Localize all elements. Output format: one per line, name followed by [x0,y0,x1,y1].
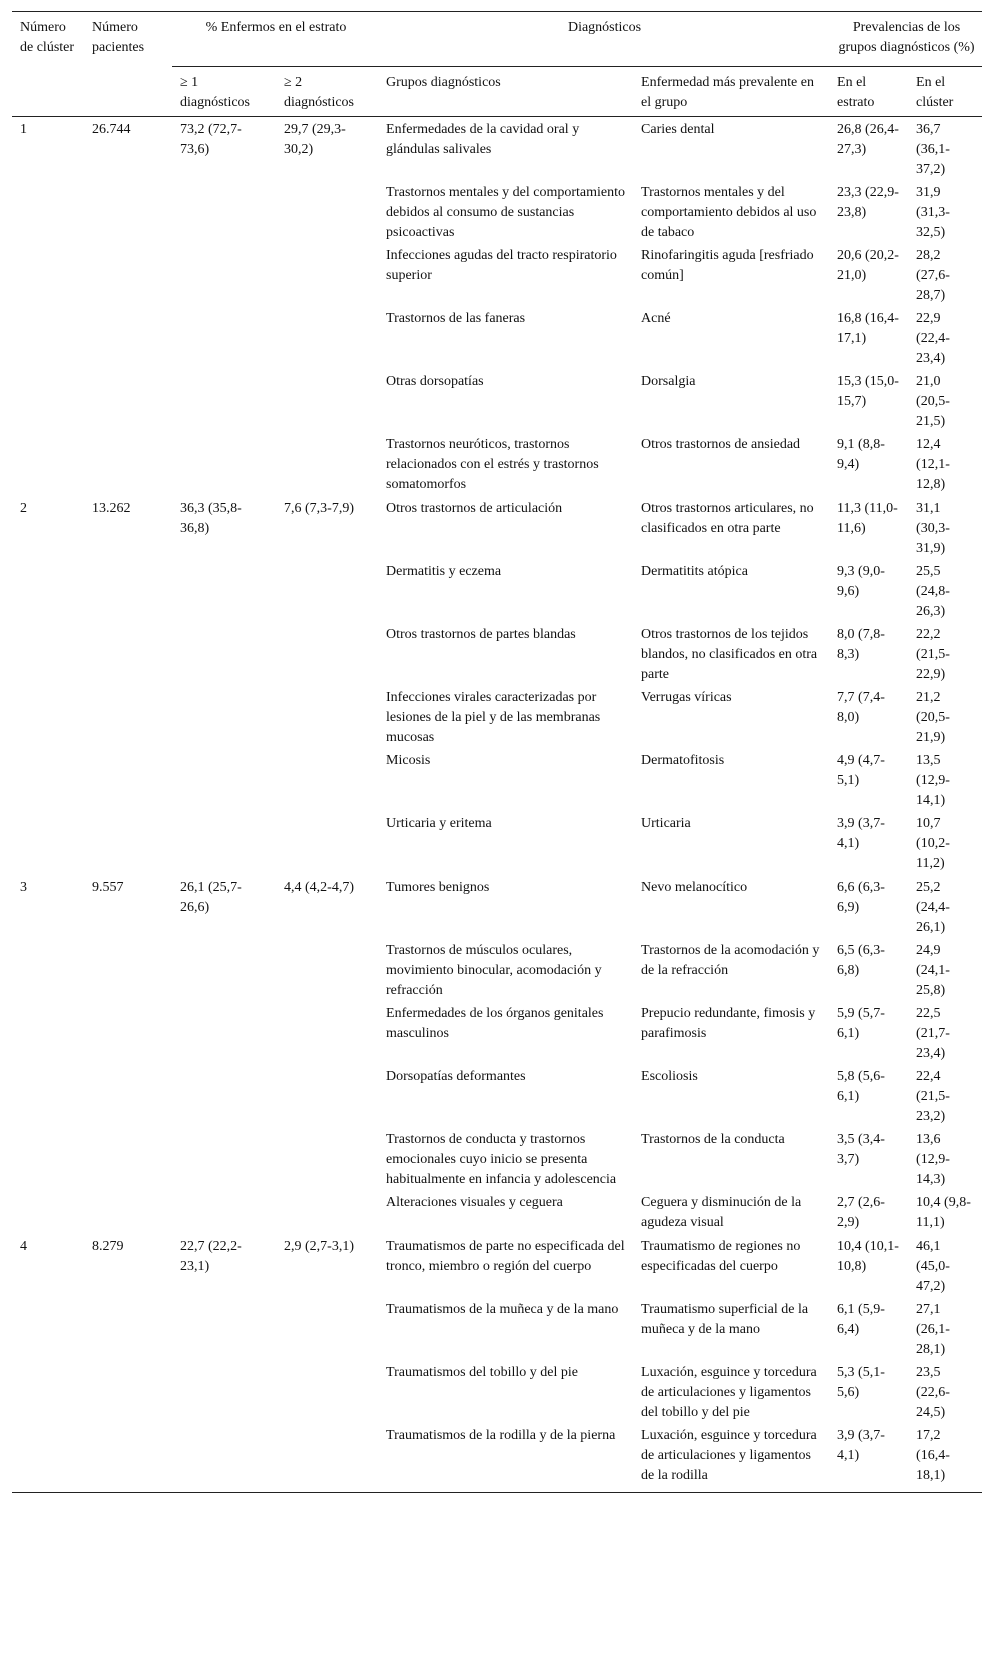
header-ge1: ≥ 1 diagnósticos [172,67,276,117]
header-diagnosticos: Diagnósticos [378,12,829,67]
prevalence-stratum: 6,1 (5,9-6,4) [837,1302,885,1337]
header-en-estrato: En el estrato [829,67,908,117]
prevalence-stratum: 3,5 (3,4-3,7) [837,1132,885,1167]
most-prevalent-disease: Acné [641,311,671,326]
diagnostic-group: Traumatismos del tobillo y del pie [386,1365,578,1380]
pct-ge2-diagnoses: 2,9 (2,7-3,1) [276,1234,378,1493]
header-grupos: Grupos diagnósticos [378,67,633,117]
prevalence-stratum: 4,9 (4,7-5,1) [837,753,885,788]
prevalence-cluster: 22,4 (21,5-23,2) [916,1069,950,1124]
most-prevalent-disease: Verrugas víricas [641,690,732,705]
prevalence-cluster: 46,1 (45,0-47,2) [916,1239,950,1294]
most-prevalent-disease: Caries dental [641,122,715,137]
table-row [12,117,982,182]
diagnostic-group: Traumatismos de la muñeca y de la mano [386,1302,619,1317]
prevalence-stratum: 6,6 (6,3-6,9) [837,880,885,915]
patient-count: 13.262 [92,501,131,516]
prevalence-stratum: 23,3 (22,9-23,8) [837,185,899,220]
header-prevalencias: Prevalencias de los grupos diagnósticos (%) [829,12,982,67]
prevalence-cluster: 31,9 (31,3-32,5) [916,185,950,240]
prevalence-cluster: 22,5 (21,7-23,4) [916,1006,950,1061]
patient-count: 26.744 [92,122,131,137]
cluster-number: 3 [20,880,27,895]
diagnostic-group: Dorsopatías deformantes [386,1069,526,1084]
prevalence-stratum: 26,8 (26,4-27,3) [837,122,899,157]
most-prevalent-disease: Trastornos de la conducta [641,1132,785,1147]
header-enfermedad: Enfermedad más prevalente en el grupo [633,67,829,117]
prevalence-stratum: 16,8 (16,4-17,1) [837,311,899,346]
prevalence-cluster: 22,9 (22,4-23,4) [916,311,950,366]
prevalence-cluster: 22,2 (21,5-22,9) [916,627,950,682]
prevalence-cluster: 17,2 (16,4-18,1) [908,1424,982,1493]
most-prevalent-disease: Luxación, esguince y torcedura de articulaciones y ligamentos de la rodilla [633,1424,829,1493]
prevalence-cluster: 31,1 (30,3-31,9) [916,501,950,556]
table-row [12,496,982,560]
pct-ge2-diagnoses: 29,7 (29,3-30,2) [284,122,346,157]
header-pct-enfermos: % Enfermos en el estrato [172,12,378,67]
diagnostic-group: Enfermedades de la cavidad oral y glándulas salivales [386,122,580,157]
diagnostic-group: Otros trastornos de articulación [386,501,563,516]
most-prevalent-disease: Ceguera y disminución de la agudeza visual [641,1195,802,1230]
prevalence-stratum: 5,8 (5,6-6,1) [837,1069,885,1104]
diagnostic-group: Trastornos neuróticos, trastornos relacionados con el estrés y trastornos somatomorfos [386,437,599,492]
prevalence-cluster: 13,6 (12,9-14,3) [916,1132,950,1187]
pct-ge1-diagnoses: 22,7 (22,2-23,1) [172,1234,276,1493]
prevalence-stratum: 11,3 (11,0-11,6) [837,501,898,536]
prevalence-stratum: 15,3 (15,0-15,7) [837,374,899,409]
patient-count: 9.557 [92,880,124,895]
diagnostic-group: Urticaria y eritema [386,816,492,831]
prevalence-stratum: 5,3 (5,1-5,6) [837,1365,885,1400]
header-numero-cluster: Número de clúster [12,12,84,117]
prevalence-stratum: 10,4 (10,1-10,8) [837,1239,899,1274]
prevalence-stratum: 9,3 (9,0-9,6) [837,564,885,599]
diagnostic-group: Otras dorsopatías [386,374,484,389]
prevalence-cluster: 21,2 (20,5-21,9) [916,690,950,745]
most-prevalent-disease: Rinofaringitis aguda [resfriado común] [641,248,814,283]
prevalence-cluster: 25,5 (24,8-26,3) [916,564,950,619]
diagnostic-group: Trastornos de las faneras [386,311,526,326]
header-numero-pacientes: Número pacientes [84,12,172,117]
most-prevalent-disease: Nevo melanocítico [641,880,748,895]
most-prevalent-disease: Trastornos de la acomodación y de la refracción [641,943,820,978]
prevalence-stratum: 2,7 (2,6-2,9) [837,1195,885,1230]
most-prevalent-disease: Escoliosis [641,1069,698,1084]
prevalence-stratum: 20,6 (20,2-21,0) [837,248,899,283]
diagnostic-group: Trastornos mentales y del comportamiento debidos al consumo de sustancias psicoactivas [386,185,626,240]
prevalence-cluster: 25,2 (24,4-26,1) [916,880,950,935]
most-prevalent-disease: Otros trastornos de los tejidos blandos, no clasificados en otra parte [641,627,818,682]
most-prevalent-disease: Luxación, esguince y torcedura de articulaciones y ligamentos del tobillo y del pie [641,1365,817,1420]
most-prevalent-disease: Otros trastornos articulares, no clasificados en otra parte [641,501,814,536]
most-prevalent-disease: Dermatofitosis [641,753,725,768]
diagnostic-group: Traumatismos de la rodilla y de la pierna [378,1424,633,1493]
diagnostic-group: Otros trastornos de partes blandas [386,627,576,642]
patient-count: 8.279 [84,1234,172,1493]
prevalence-stratum: 7,7 (7,4-8,0) [837,690,885,725]
table-body [12,117,982,1493]
diagnostic-group: Trastornos de músculos oculares, movimiento binocular, acomodación y refracción [386,943,602,998]
pct-ge1-diagnoses: 26,1 (25,7-26,6) [180,880,242,915]
header-en-cluster: En el clúster [908,67,982,117]
most-prevalent-disease: Dermatitits atópica [641,564,748,579]
most-prevalent-disease: Traumatismo superficial de la muñeca y de la mano [641,1302,809,1337]
prevalence-cluster: 21,0 (20,5-21,5) [916,374,950,429]
most-prevalent-disease: Urticaria [641,816,691,831]
table-row [12,875,982,939]
diagnostic-group: Tumores benignos [386,880,490,895]
diagnostic-group: Dermatitis y eczema [386,564,502,579]
prevalence-cluster: 24,9 (24,1-25,8) [916,943,950,998]
header-ge2: ≥ 2 diagnósticos [276,67,378,117]
pct-ge2-diagnoses: 4,4 (4,2-4,7) [284,880,354,895]
diagnostic-group: Infecciones agudas del tracto respiratorio superior [386,248,617,283]
diagnostic-group: Alteraciones visuales y ceguera [386,1195,563,1210]
prevalence-cluster: 12,4 (12,1-12,8) [916,437,950,492]
prevalence-cluster: 36,7 (36,1-37,2) [916,122,950,177]
diagnosis-clusters-table [12,11,982,1493]
prevalence-stratum: 8,0 (7,8-8,3) [837,627,885,662]
diagnostic-group: Micosis [386,753,431,768]
diagnostic-group: Infecciones virales caracterizadas por lesiones de la piel y de las membranas mucosas [386,690,601,745]
cluster-number: 4 [12,1234,84,1493]
prevalence-cluster: 23,5 (22,6-24,5) [916,1365,950,1420]
most-prevalent-disease: Traumatismo de regiones no especificadas del cuerpo [641,1239,801,1274]
pct-ge1-diagnoses: 73,2 (72,7-73,6) [180,122,242,157]
prevalence-stratum: 3,9 (3,7-4,1) [837,816,885,851]
pct-ge2-diagnoses: 7,6 (7,3-7,9) [284,501,354,516]
cluster-number: 1 [20,122,27,137]
prevalence-cluster: 13,5 (12,9-14,1) [916,753,950,808]
most-prevalent-disease: Otros trastornos de ansiedad [641,437,801,452]
pct-ge1-diagnoses: 36,3 (35,8-36,8) [180,501,242,536]
diagnostic-group: Trastornos de conducta y trastornos emocionales cuyo inicio se presenta habitualmente en infancia y adolescencia [386,1132,617,1187]
prevalence-stratum: 6,5 (6,3-6,8) [837,943,885,978]
prevalence-cluster: 10,7 (10,2-11,2) [916,816,950,871]
table-row [12,1234,982,1298]
prevalence-cluster: 10,4 (9,8-11,1) [916,1195,971,1230]
most-prevalent-disease: Prepucio redundante, fimosis y parafimosis [641,1006,816,1041]
most-prevalent-disease: Trastornos mentales y del comportamiento debidos al uso de tabaco [641,185,817,240]
cluster-number: 2 [20,501,27,516]
most-prevalent-disease: Dorsalgia [641,374,696,389]
prevalence-stratum: 9,1 (8,8-9,4) [837,437,885,472]
prevalence-stratum: 5,9 (5,7-6,1) [837,1006,885,1041]
prevalence-cluster: 27,1 (26,1-28,1) [916,1302,950,1357]
prevalence-stratum: 3,9 (3,7-4,1) [829,1424,908,1493]
diagnostic-group: Enfermedades de los órganos genitales masculinos [386,1006,604,1041]
diagnostic-group: Traumatismos de parte no especificada del tronco, miembro o región del cuerpo [386,1239,625,1274]
prevalence-cluster: 28,2 (27,6-28,7) [916,248,950,303]
